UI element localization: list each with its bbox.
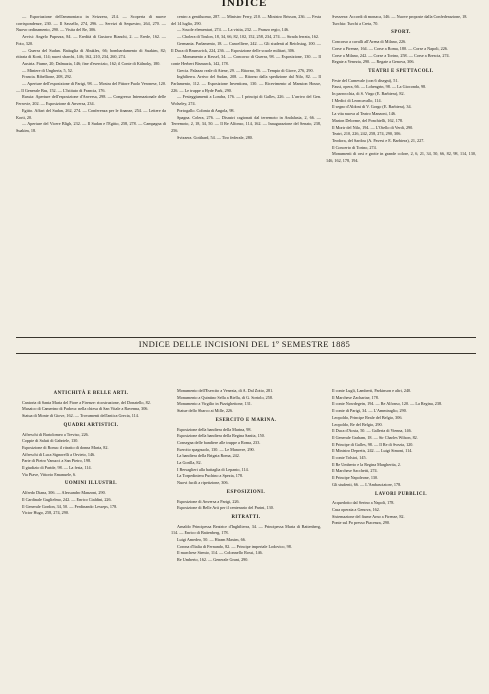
bottom-column-1 [16, 388, 166, 688]
index-entry: Francia. Ribellione, 208, 292. [22, 74, 72, 80]
index-entry: Il Generale Graham, 18. — Sir Charles Wilson, 82. [332, 434, 418, 440]
index-entry: Acquedotto dal Serino a Napoli, 178. [332, 500, 395, 506]
index-entry: Re Umberto, 162. — Generale Grant, 290. [177, 557, 249, 563]
index-entry: Regate a Venezia, 290. — Regate a Genova, 306. [332, 59, 415, 65]
index-entry: Il conte Lugli, Lamberti, Parkinson e altri, 240. [332, 388, 412, 393]
index-entry: Luigi Amedeo, 50. — Hiram Maxim, 66. [177, 537, 246, 543]
index-entry: Il conte Tolstoi, 145. [332, 455, 367, 461]
index-entry: Leopoldo, Principe Reale del Belgio, 306. [332, 414, 403, 420]
index-entry: Il marchese Sirmio, 114. — Colonnello Rossi, 146. [177, 550, 263, 556]
main-heading: INDICE DELLE INCISIONI DEL 1º SEMESTRE 1885 [138, 339, 351, 349]
index-entry: Il Morir del Nilo, 194. — L'Otello di Verdi, 290. [332, 124, 414, 130]
index-entry: Austria. Fiume, 20; Dalmazia, 146; fine d'esercizio, 162; il Conte di Kálnoky, 180. [22, 60, 161, 66]
index-entry: I Medici di Leoncavallo, 114. [332, 97, 382, 103]
section-heading: TEATRI E SPETTACOLI. [368, 68, 434, 74]
running-title: INDICE [221, 0, 268, 9]
top-columns [16, 14, 476, 338]
index-entry: Parte di Pietro Vanucci a San Pietro, 198. [22, 458, 92, 464]
index-entry: Spagna. Colera, 276. — Disastri cagionati dal terremoto in Andalusia, 2, 66. — Terremoto, 2, 18, 34, 50. — Il Re Alfonso, 114, 162. — Inaugurazione del Senato, 238, 256. [171, 114, 321, 133]
bottom-column-2 [171, 388, 321, 688]
index-entry: Affreschi di Bartolomeo a Treviso, 226. [22, 431, 89, 437]
top-column-2 [171, 14, 321, 338]
index-entry: Musaico di Camerino di Padova: nella chiesa di San Vitale a Ravenna, 306. [22, 406, 149, 412]
index-entry: Teodora, del Sardou (A. Pavesi e E. Barbiera), 21, 227. [332, 137, 425, 143]
index-entry: Corse a Milano, 242. — Corse a Torino, 258. — Corse a Brescia, 274. [332, 52, 450, 58]
index-entry: Il Duca d'Aosta, 50. — Galleria di Vienna, 146. [332, 428, 412, 434]
bottom-column-3 [326, 388, 476, 688]
index-entry: — Esportazione dell'ammoniaca in Svizzera, 214. — Scoperta di nuove corrispondenze, 230. — Il Sassello, 274, 296. — Servizi di Sequestro, 264, 270. — Nuovo ordinamento, 290. — Visita del Re, 306. [16, 14, 166, 33]
index-entry: Il giudizio di Paride, 98. — La festa, 114. [22, 465, 92, 471]
index-entry: Victor Hugo, 258, 274, 290. [22, 510, 69, 516]
index-entry: Russia: Aperture dell'esposizione d'Anversa, 298. — Congresso Internazionale delle Ferrovie, 202. — Esposizione di Anversa, 234. [16, 94, 166, 107]
index-entry: Turchia: Turchi a Creta, 70. [332, 20, 379, 26]
index-entry: Il Cardinale Guglielmo, 242. — Enrico Cialdini, 226. [22, 496, 112, 502]
index-entry: Coppie di Saluti di Gabriele, 130. [22, 438, 79, 444]
index-entry: Gli studenti, 66. — L'Ambasciatore, 178. [332, 481, 402, 487]
index-entry: La Gorilla, 82. [177, 460, 202, 466]
bottom-columns [16, 388, 476, 688]
index-entry: Sistemazione del fiume Arno a Firenze, 82. [332, 513, 405, 519]
index-entry: Alfredo Diana, 306. — Alessandro Manzoni, 290. [22, 490, 106, 496]
index-entry: Affreschi di Luca Signorelli a Orvieto, 146. [22, 451, 96, 457]
section-heading: ESPOSIZIONI. [226, 489, 266, 495]
index-entry: Il Principe di Galles, 98. — Il Re di Svezia, 120. [332, 441, 414, 447]
index-entry: Portogallo. Colonia di Angola, 98. [177, 107, 235, 113]
index-entry: Il Ministro Depretis, 242. — Luigi Simoni, 114. [332, 448, 413, 454]
index-entry: Esposizione della bandiera della Marina, 98. [177, 426, 252, 432]
index-entry: Esposizione di Belle Arti per il centenario del Parini, 130. [177, 505, 274, 511]
index-entry: Esposizione di Anversa a Parigi, 226. [177, 498, 240, 504]
index-entry: I Bersaglieri alla battaglia di Lepanto, 114. [177, 466, 249, 472]
index-entry: Esposizione della bandiera della Regina Sanita, 150. [177, 433, 265, 439]
section-heading: UOMINI ILLUSTRI. [64, 481, 118, 487]
index-entry: La vita nuova al Teatro Manzoni, 146. [332, 111, 397, 117]
section-heading: ESERCITO E MARINA. [215, 417, 277, 423]
index-entry: Casa operaia a Genova, 162. [332, 506, 380, 512]
index-entry: — Guerra del Sudan. Battaglia di Abukles, 66; bombardamento di Suakim, 82; ritirata di Korti, 114; nuovi sbarchi, 146; 162, 210, 234, 260, 274. [16, 47, 166, 60]
index-entry: Avvisi: Angelo Pupezza, 84. — Eredità di Gustavo Bianchi, 2. — Erede, 162. — Foto, 320. [16, 34, 166, 46]
index-entry: Il segno d'Aldoni di V. Gorgo (E. Barbiera), 34. [332, 104, 412, 110]
section-heading: SPORT. [391, 30, 411, 36]
index-entry: Monumenti di orsi e grotte in grande colore, 2, 6, 21, 34, 50, 66, 82, 98, 114, 130, 146, 162, 178, 194. [326, 151, 476, 164]
index-entry: — Monumento a Kessel, 34. — Concorso di Guerra, 98. — Esposizione, 130. — Il conte Herbert Bismarck, 142, 178. [171, 54, 321, 66]
index-entry: Cantoria di Santa Maria del Fiore a Firenze: ricostruzione, del Donatello, 82. [22, 399, 151, 405]
index-entry: Consegna delle bandiere alle truppe a Roma, 233. [177, 439, 261, 445]
index-entry: Leopoldo, Re del Belgio, 290. [332, 421, 383, 427]
index-entry: Svizzera. Gotthard, 54. — Tiro federale, 280. [177, 134, 253, 140]
index-entry: Il conte di Parigi, 34. — L'Ammiraglio, 290. [332, 408, 407, 414]
index-entry: Concorso a cavalli all'Arena di Milano, 226. [332, 39, 407, 45]
index-entry: — Cholera di Toulon, 18, 34, 66, 82, 102, 152, 258, 234, 274. — Strada ferrata, 162. [177, 34, 319, 40]
index-entry: Esercito spagnuolo, 130. — Le Manovre, 290. [177, 446, 255, 452]
index-entry: Il Concerto di Torino, 274. [332, 144, 377, 150]
index-entry: — Aperture dell'esposizione di Parigi, 98. — Mostra del Pittore Paolo Veronese, 120. — Il Generale Bas, 152. — L'Istituto di Francia, 176. [16, 81, 166, 93]
index-entry: centro a gentiluomo, 287. — Ministro Ferry, 210. — Ministro Brisson, 236. — Festa del 14 luglio, 290. [171, 14, 321, 26]
index-entry: Statua di Monte di Giove, 162. — Trovamenti dell'antica Grecia, 114. [22, 413, 139, 419]
index-entry: Esposizione di Roma: il ritratto di donna Maria, 82. [22, 444, 109, 450]
index-entry: In parrocchia, di S. Virgo (E. Barbiera), 82. [332, 91, 405, 97]
index-entry: Monumento dell'Esercito a Venezia, di A. Dal Zotto, 281. [177, 388, 274, 393]
index-entry: La Torpediniera Puchino a Spezia, 178. [177, 473, 244, 479]
divider-rule [16, 353, 476, 354]
index-entry: Faust, opera, 66. — Lohengrin, 98. — La Gioconda, 98. [332, 84, 427, 90]
index-entry: Il Marchese Sacchetti, 274. [332, 468, 378, 474]
index-entry: — Miniere di Ungheria, 5, 52. [22, 67, 73, 73]
index-entry: Feste del Carnevale (con 6 disegni), 51. [332, 77, 399, 83]
index-entry: Ponte sul Po presso Piacenza, 290. [332, 520, 391, 526]
section-heading: QUADRI ARTISTICI. [63, 422, 119, 428]
index-entry: — Scuole elementari, 274. — La visita, 232. — Pranzo regio, 146. [177, 27, 289, 33]
index-entry: Statue dello Sbarco ai Mille, 226. [177, 408, 234, 414]
index-entry: Germania. Parlamento, 18. — Cancelliere, 242. — Gli studenti al Reichstag, 100. — Il Duca di Brunswick, 224, 236. — Esposizione delle scuole militari, 306. [171, 40, 321, 53]
index-entry: — Aperture del Vicere Bligh, 232. — Il Sudan e l'Egitto, 258, 278. — Campagna di Suakim, 18. [16, 121, 166, 133]
index-entry: Inghilterra. Arrivo del Sudan, 208. — Ritorno dalla spedizione dal Nilo, 82. — Il Parlamento, 112. — Esposizione Inventions, 130. — Ricevimento al Mansion House, 226. — Le truppe a Hyde Park, 290. [171, 74, 321, 93]
index-entry: Svezzera: Accordi di monaca, 146. — Nuove proposte dalla Confederazione, 18. [332, 14, 468, 19]
top-column-1 [16, 14, 166, 338]
index-entry: Monumento a Virgilio in Pizzighettone, 131. [177, 401, 252, 407]
index-entry: Nuovi fucili a ripetizione, 306. [177, 480, 229, 486]
index-entry: Il Re Umberto e la Regina Margherita, 2. [332, 461, 401, 467]
index-entry: Marion Delorme, del Ponchielli, 162, 178. [332, 117, 404, 123]
index-entry: Teatri, 210, 226, 242, 258, 274, 290, 306. [332, 131, 402, 137]
index-entry: Grecia. Palazzo reale di Atene, 29. — Ritorno, 56. — Tempio di Giove, 276, 290. [177, 67, 314, 73]
index-entry: La bandiera della Brigata Roma, 242. [177, 453, 240, 459]
section-heading: LAVORI PUBBLICI. [374, 491, 428, 497]
index-entry: Monumento a Quintino Sella a Biella, di G. Sortolo, 258. [177, 394, 273, 400]
index-entry: Il Principe Napoleone, 130. [332, 475, 379, 481]
index-entry: Il Generale Gordon, 34, 50. — Ferdinando Lesseps, 178. [22, 503, 118, 509]
section-heading: ANTICHITÀ E BELLE ARTI. [53, 391, 129, 396]
index-entry: — Festeggiamenti a Londra, 176. — I principi di Galles, 226. — L'arrivo del Gen. Wolseley, 274. [171, 94, 321, 107]
index-entry: Corse a Firenze, 164. — Corse a Roma, 180. — Corse a Napoli, 226. [332, 45, 448, 51]
section-heading: RITRATTI. [231, 514, 261, 520]
index-entry: Il conte Nowdegein, 194. — Re Alfonso, 120. — La Regina, 238. [332, 401, 443, 407]
index-entry: Egitto. Affari del Sudan, 262, 274. — Conferenza per le finanze, 254. — Lettere da Korti, 20. [16, 107, 166, 120]
top-column-3 [326, 14, 476, 338]
index-entry: Corona d'Italia di Fernando, 82. — Principe imperiale Lodovico, 98. [177, 543, 292, 549]
index-entry: Arnaldo Principessa Beatrice d'Inghilterra, 34. — Principessa Maria di Battenberg, 114. — Enrico di Battenberg, 178. [171, 523, 321, 536]
index-entry: Via Piave, Vittorio Emanuele, 6. [22, 471, 77, 477]
divider-rule [16, 337, 476, 338]
index-entry: Il Marchese Zachariae, 178. [332, 394, 379, 400]
